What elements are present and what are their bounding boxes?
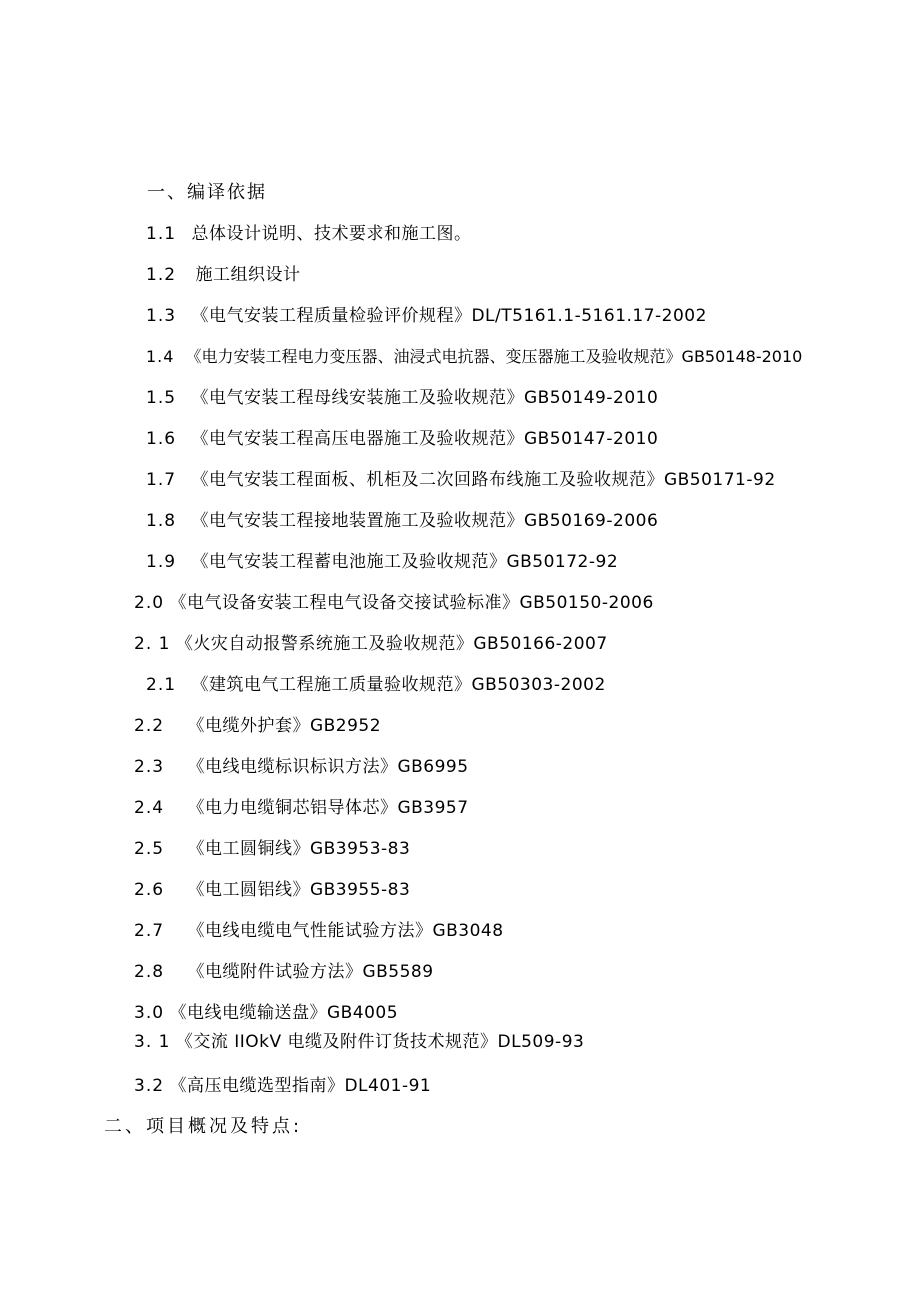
- list-item: [146, 222, 471, 246]
- item-number: 2.0: [134, 593, 165, 613]
- item-text: 《电气安装工程面板、机柜及二次回路布线施工及验收规范》GB50171-92: [191, 470, 776, 490]
- list-item: [134, 1030, 584, 1054]
- list-item: [146, 550, 618, 574]
- item-number: 2.6: [134, 880, 165, 900]
- item-number: 2.5: [134, 839, 165, 859]
- item-number: 2.7: [134, 921, 165, 941]
- item-number: 1.6: [146, 429, 177, 449]
- item-number: 2.1: [146, 675, 177, 695]
- item-number: 1.9: [146, 552, 177, 572]
- item-text: 《电气安装工程蓄电池施工及验收规范》GB50172-92: [191, 552, 619, 572]
- list-item: [134, 714, 381, 738]
- list-item: [134, 960, 434, 984]
- item-text: 《电线电缆输送盘》GB4005: [169, 1003, 399, 1023]
- item-number: 1.2: [146, 265, 177, 285]
- item-text: 《电力安装工程电力变压器、油浸式电抗器、变压器施工及验收规范》GB50148-2010: [185, 347, 803, 366]
- item-number: 1.1: [146, 224, 177, 244]
- list-item: [146, 509, 658, 533]
- item-text: 《高压电缆选型指南》DL401-91: [169, 1076, 432, 1096]
- item-number: 2.3: [134, 757, 165, 777]
- list-item: [146, 386, 658, 410]
- item-text: 《交流 IIOkV 电缆及附件订货技术规范》DL509-93: [175, 1032, 585, 1052]
- item-text: 总体设计说明、技术要求和施工图。: [191, 224, 472, 244]
- list-item: [146, 427, 658, 451]
- item-number: 1.3: [146, 306, 177, 326]
- item-number: 3.0: [134, 1003, 165, 1023]
- list-item: [134, 878, 410, 902]
- item-text: 《电气安装工程母线安装施工及验收规范》GB50149-2010: [191, 388, 659, 408]
- item-number: 2.2: [134, 716, 165, 736]
- item-text: 《电气安装工程接地装置施工及验收规范》GB50169-2006: [191, 511, 659, 531]
- item-number: 2. 1: [134, 634, 171, 654]
- item-text: 《电线电缆电气性能试验方法》GB3048: [187, 921, 504, 941]
- list-item: [134, 1074, 431, 1098]
- item-text: 《电线电缆标识标识方法》GB6995: [187, 757, 469, 777]
- item-number: 1.5: [146, 388, 177, 408]
- list-item: [134, 796, 469, 820]
- item-number: 1.4: [146, 347, 175, 366]
- list-item: [146, 673, 606, 697]
- list-item: [146, 304, 707, 328]
- list-item: [134, 755, 469, 779]
- item-number: 1.8: [146, 511, 177, 531]
- item-number: 2.8: [134, 962, 165, 982]
- item-number: 1.7: [146, 470, 177, 490]
- item-number: 3. 1: [134, 1032, 171, 1052]
- item-text: 《电工圆铜线》GB3953-83: [187, 839, 411, 859]
- list-item: [146, 468, 776, 492]
- list-item: [134, 1001, 398, 1025]
- item-text: 《电气安装工程高压电器施工及验收规范》GB50147-2010: [191, 429, 659, 449]
- item-text: 《电工圆铝线》GB3955-83: [187, 880, 411, 900]
- list-item: [134, 632, 608, 656]
- item-number: 3.2: [134, 1076, 165, 1096]
- item-text: 《火灾自动报警系统施工及验收规范》GB50166-2007: [175, 634, 608, 654]
- list-item: [134, 919, 504, 943]
- list-item: [146, 345, 802, 369]
- list-item: [146, 263, 300, 287]
- item-text: 《电气安装工程质量检验评价规程》DL/T5161.1-5161.17-2002: [191, 306, 707, 326]
- item-text: 《电缆附件试验方法》GB5589: [187, 962, 434, 982]
- list-item: [134, 591, 654, 615]
- item-text: 施工组织设计: [195, 265, 301, 285]
- item-text: 《电缆外护套》GB2952: [187, 716, 382, 736]
- item-text: 《电气设备安装工程电气设备交接试验标准》GB50150-2006: [169, 593, 654, 613]
- list-item: [134, 837, 410, 861]
- item-text: 《建筑电气工程施工质量验收规范》GB50303-2002: [191, 675, 606, 695]
- section-heading-project-overview: 二、项目概况及特点:: [104, 1116, 303, 1137]
- item-text: 《电力电缆铜芯铝导体芯》GB3957: [187, 798, 469, 818]
- item-number: 2.4: [134, 798, 165, 818]
- section-heading-basis: 一、编译依据: [147, 182, 267, 203]
